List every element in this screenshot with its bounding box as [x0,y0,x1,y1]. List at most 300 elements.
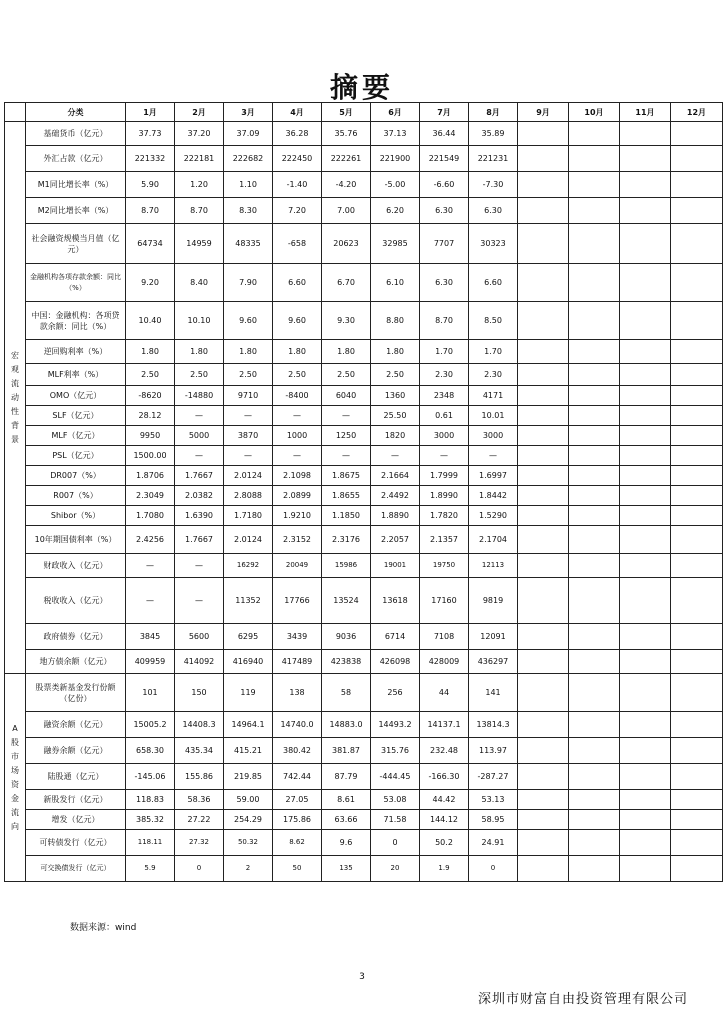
value-cell [518,624,569,650]
value-cell [671,506,723,526]
value-cell: 13618 [371,578,420,624]
value-cell: 50.2 [420,830,469,856]
value-cell: 1.8890 [371,506,420,526]
value-cell: 7.00 [322,198,371,224]
value-cell [671,810,723,830]
value-cell: 155.86 [175,764,224,790]
value-cell: 11352 [224,578,273,624]
value-cell: 2.3152 [273,526,322,554]
value-cell [569,172,620,198]
value-cell: 436297 [469,650,518,674]
value-cell: 9036 [322,624,371,650]
value-cell [518,466,569,486]
value-cell: 435.34 [175,738,224,764]
table-row [5,624,723,650]
value-cell: 58.36 [175,790,224,810]
value-cell: 35.89 [469,122,518,146]
value-cell: 20 [371,856,420,882]
value-cell: 1.80 [224,340,273,364]
value-cell: 27.32 [175,830,224,856]
value-cell [569,674,620,712]
value-cell: 12113 [469,554,518,578]
value-cell: 6.30 [420,198,469,224]
value-cell [620,340,671,364]
row-label: 税收收入（亿元） [26,578,126,624]
table-row [5,554,723,578]
value-cell: 58 [322,674,371,712]
value-cell [569,264,620,302]
value-cell: 6.30 [420,264,469,302]
value-cell: 221549 [420,146,469,172]
value-cell: 2.0899 [273,486,322,506]
value-cell: 1.80 [371,340,420,364]
value-cell: 8.40 [175,264,224,302]
value-cell: 17160 [420,578,469,624]
value-cell [671,122,723,146]
table-row [5,264,723,302]
row-label: PSL（亿元） [26,446,126,466]
value-cell [620,122,671,146]
value-cell [569,712,620,738]
value-cell: 1.9 [420,856,469,882]
value-cell [569,466,620,486]
value-cell [569,764,620,790]
value-cell: -6.60 [420,172,469,198]
value-cell: 113.97 [469,738,518,764]
table-row [5,302,723,340]
value-cell [518,486,569,506]
value-cell [620,624,671,650]
value-cell: 9.60 [273,302,322,340]
value-cell [518,526,569,554]
value-cell: 30323 [469,224,518,264]
value-cell: 35.76 [322,122,371,146]
value-cell: 13524 [322,578,371,624]
value-cell: 8.50 [469,302,518,340]
table-row [5,712,723,738]
value-cell: 53.08 [371,790,420,810]
value-cell: 53.13 [469,790,518,810]
row-label: MLF（亿元） [26,426,126,446]
value-cell [518,122,569,146]
value-cell: 256 [371,674,420,712]
value-cell [518,172,569,198]
value-cell: — [371,446,420,466]
value-cell: 5600 [175,624,224,650]
row-label: 基础货币（亿元） [26,122,126,146]
value-cell: 119 [224,674,273,712]
value-cell: 428009 [420,650,469,674]
value-cell [671,624,723,650]
value-cell [671,674,723,712]
table-row [5,578,723,624]
value-cell [671,764,723,790]
row-label: M2同比增长率（%） [26,198,126,224]
value-cell: 17766 [273,578,322,624]
value-cell: 8.30 [224,198,273,224]
value-cell: 8.61 [322,790,371,810]
value-cell: — [273,406,322,426]
value-cell [671,446,723,466]
value-cell: 2.1664 [371,466,420,486]
value-cell: 1.80 [175,340,224,364]
value-cell: 0 [469,856,518,882]
value-cell: 409959 [126,650,175,674]
value-cell: 12091 [469,624,518,650]
header-month: 6月 [371,103,420,122]
value-cell: 37.09 [224,122,273,146]
table-row [5,146,723,172]
value-cell: — [175,578,224,624]
value-cell: 2.50 [371,364,420,386]
value-cell: 20623 [322,224,371,264]
value-cell: 20049 [273,554,322,578]
value-cell [518,650,569,674]
value-cell: 13814.3 [469,712,518,738]
value-cell: 222450 [273,146,322,172]
value-cell [671,386,723,406]
value-cell: -287.27 [469,764,518,790]
value-cell: 8.62 [273,830,322,856]
row-label: 融资余额（亿元） [26,712,126,738]
value-cell [671,224,723,264]
value-cell: 1.7080 [126,506,175,526]
table-row [5,340,723,364]
value-cell [569,830,620,856]
value-cell: 3000 [469,426,518,446]
value-cell: 381.87 [322,738,371,764]
section-label-text: A 股 市 场 资 金 流 向 [11,723,19,831]
value-cell: 417489 [273,650,322,674]
value-cell: 9.20 [126,264,175,302]
row-label: 逆回购利率（%） [26,340,126,364]
row-label: 金融机构各项存款余额：同比（%） [26,264,126,302]
value-cell [569,426,620,446]
table-row [5,810,723,830]
value-cell [569,624,620,650]
value-cell: 1.6390 [175,506,224,526]
row-label: 可交换债发行（亿元） [26,856,126,882]
value-cell: 1500.00 [126,446,175,466]
header-month: 10月 [569,103,620,122]
value-cell [569,856,620,882]
table-row [5,198,723,224]
header-month: 7月 [420,103,469,122]
value-cell: 6714 [371,624,420,650]
value-cell [620,302,671,340]
value-cell: 15005.2 [126,712,175,738]
value-cell: 9950 [126,426,175,446]
value-cell [518,830,569,856]
value-cell [620,764,671,790]
value-cell: 64734 [126,224,175,264]
value-cell: 16292 [224,554,273,578]
value-cell [569,198,620,224]
value-cell: 221900 [371,146,420,172]
value-cell: -658 [273,224,322,264]
value-cell: 4171 [469,386,518,406]
value-cell: 380.42 [273,738,322,764]
value-cell [671,554,723,578]
value-cell: 2.1098 [273,466,322,486]
value-cell: 222261 [322,146,371,172]
value-cell: 1.9210 [273,506,322,526]
value-cell [620,856,671,882]
value-cell [518,224,569,264]
table-row [5,364,723,386]
value-cell: 2.1704 [469,526,518,554]
table-row [5,486,723,506]
value-cell [671,302,723,340]
value-cell: 7707 [420,224,469,264]
value-cell: 1.8442 [469,486,518,506]
value-cell: 1.7667 [175,526,224,554]
value-cell [569,738,620,764]
value-cell: 2.3176 [322,526,371,554]
row-label: 融券余额（亿元） [26,738,126,764]
value-cell: 9710 [224,386,273,406]
value-cell [518,790,569,810]
value-cell: -8400 [273,386,322,406]
value-cell [569,302,620,340]
value-cell: 2348 [420,386,469,406]
header-month: 9月 [518,103,569,122]
value-cell: 9819 [469,578,518,624]
value-cell: 37.73 [126,122,175,146]
value-cell [671,712,723,738]
value-cell [569,386,620,406]
value-cell: 10.10 [175,302,224,340]
value-cell: 7.90 [224,264,273,302]
value-cell [569,364,620,386]
value-cell: 14959 [175,224,224,264]
table-row [5,224,723,264]
row-label: 外汇占款（亿元） [26,146,126,172]
value-cell [518,386,569,406]
value-cell [671,146,723,172]
corner-cell [5,103,26,122]
value-cell: — [224,446,273,466]
value-cell: 5.90 [126,172,175,198]
row-label: Shibor（%） [26,506,126,526]
page-title: 摘要 [329,71,394,104]
row-label: 社会融资规模当月值（亿元） [26,224,126,264]
value-cell: 3870 [224,426,273,446]
value-cell: -1.40 [273,172,322,198]
value-cell [671,486,723,506]
value-cell [569,122,620,146]
value-cell: 2.0382 [175,486,224,506]
value-cell: 2.3049 [126,486,175,506]
value-cell [620,554,671,578]
value-cell: 1.5290 [469,506,518,526]
value-cell: 101 [126,674,175,712]
value-cell [569,146,620,172]
value-cell: 1.70 [469,340,518,364]
value-cell: 414092 [175,650,224,674]
row-label: OMO（亿元） [26,386,126,406]
value-cell: 6.70 [322,264,371,302]
value-cell: 6295 [224,624,273,650]
value-cell: 19001 [371,554,420,578]
value-cell: 175.86 [273,810,322,830]
value-cell [518,810,569,830]
value-cell: — [273,446,322,466]
value-cell: 6.10 [371,264,420,302]
value-cell [569,486,620,506]
value-cell [671,650,723,674]
value-cell [620,264,671,302]
table-row [5,446,723,466]
value-cell: 9.6 [322,830,371,856]
value-cell: 1.7180 [224,506,273,526]
value-cell: — [175,554,224,578]
value-cell: 2.50 [273,364,322,386]
value-cell: 6040 [322,386,371,406]
row-label: M1同比增长率（%） [26,172,126,198]
value-cell: -145.06 [126,764,175,790]
header-month: 11月 [620,103,671,122]
value-cell: 2.0124 [224,526,273,554]
value-cell: 2.4492 [371,486,420,506]
value-cell: 14493.2 [371,712,420,738]
value-cell [569,224,620,264]
row-label: 股票类新基金发行份额（亿份） [26,674,126,712]
value-cell [569,790,620,810]
value-cell: 1000 [273,426,322,446]
value-cell [518,554,569,578]
value-cell: 222181 [175,146,224,172]
value-cell: 10.01 [469,406,518,426]
value-cell [620,364,671,386]
value-cell [620,578,671,624]
value-cell [569,446,620,466]
value-cell: 7.20 [273,198,322,224]
value-cell: 14964.1 [224,712,273,738]
value-cell: 219.85 [224,764,273,790]
table-row [5,406,723,426]
value-cell [569,406,620,426]
value-cell [671,172,723,198]
header-month: 2月 [175,103,224,122]
value-cell: 14408.3 [175,712,224,738]
table-row [5,386,723,406]
value-cell: 9.60 [224,302,273,340]
value-cell [671,364,723,386]
value-cell: — [420,446,469,466]
value-cell [620,486,671,506]
value-cell: 0.61 [420,406,469,426]
table-row [5,426,723,446]
value-cell: — [126,578,175,624]
value-cell: 135 [322,856,371,882]
value-cell: 10.40 [126,302,175,340]
value-cell: 6.20 [371,198,420,224]
value-cell: 315.76 [371,738,420,764]
value-cell: 141 [469,674,518,712]
value-cell: -8620 [126,386,175,406]
value-cell [620,526,671,554]
header-month: 5月 [322,103,371,122]
header-month: 8月 [469,103,518,122]
value-cell: 416940 [224,650,273,674]
value-cell: — [224,406,273,426]
value-cell: 27.05 [273,790,322,810]
value-cell [671,264,723,302]
value-cell [671,830,723,856]
value-cell: 14883.0 [322,712,371,738]
header-category: 分类 [26,103,126,122]
summary-table [4,102,723,882]
value-cell: 44.42 [420,790,469,810]
value-cell: 254.29 [224,810,273,830]
value-cell: 6.60 [469,264,518,302]
value-cell: 44 [420,674,469,712]
value-cell [569,650,620,674]
value-cell [671,856,723,882]
value-cell: 1360 [371,386,420,406]
header-row [5,103,723,122]
value-cell: 415.21 [224,738,273,764]
value-cell: -5.00 [371,172,420,198]
value-cell [671,790,723,810]
value-cell: 58.95 [469,810,518,830]
value-cell [620,446,671,466]
value-cell [569,526,620,554]
value-cell: 50.32 [224,830,273,856]
value-cell: 742.44 [273,764,322,790]
value-cell [620,790,671,810]
value-cell: 1.6997 [469,466,518,486]
value-cell: 232.48 [420,738,469,764]
table-row [5,650,723,674]
value-cell: 5000 [175,426,224,446]
value-cell: 423838 [322,650,371,674]
value-cell: 2.50 [126,364,175,386]
value-cell: 8.70 [420,302,469,340]
value-cell [518,406,569,426]
value-cell [518,674,569,712]
value-cell: 221231 [469,146,518,172]
value-cell: 2.30 [469,364,518,386]
value-cell: 2.50 [322,364,371,386]
row-label: 中国：金融机构：各项贷款余额：同比（%） [26,302,126,340]
value-cell: 3845 [126,624,175,650]
value-cell [518,578,569,624]
value-cell [569,810,620,830]
value-cell [569,340,620,364]
value-cell: 59.00 [224,790,273,810]
value-cell: 8.70 [126,198,175,224]
value-cell [518,264,569,302]
row-label: SLF（亿元） [26,406,126,426]
value-cell [518,738,569,764]
value-cell [518,856,569,882]
value-cell: 48335 [224,224,273,264]
header-month: 4月 [273,103,322,122]
value-cell: 1.7999 [420,466,469,486]
value-cell: 37.13 [371,122,420,146]
value-cell: 2.1357 [420,526,469,554]
table-row [5,674,723,712]
row-label: 政府债券（亿元） [26,624,126,650]
table-row [5,856,723,882]
value-cell: 1.8706 [126,466,175,486]
value-cell [620,712,671,738]
table-row [5,764,723,790]
section-label-text: 宏 观 流 动 性 背 景 [11,350,19,444]
value-cell [518,198,569,224]
